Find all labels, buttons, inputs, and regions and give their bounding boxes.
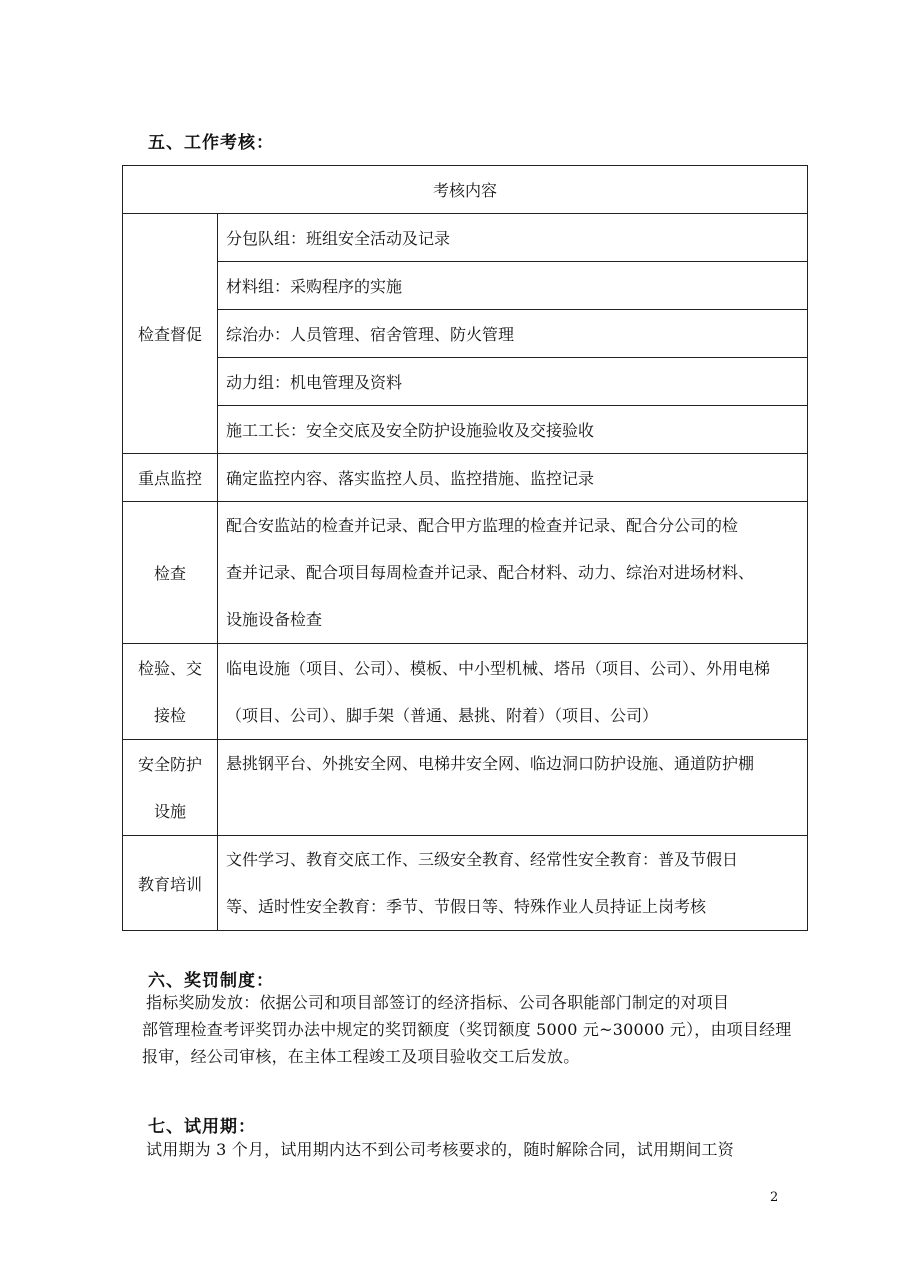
training-content (218, 836, 808, 931)
protection-line: 悬挑钢平台、外挑安全网、电梯井安全网、临边洞口防护设施、通道防护棚 (226, 754, 755, 773)
acceptance-line: （项目、公司）、脚手架（普通、悬挑、附着）（项目、公司） (226, 705, 659, 725)
acceptance-line: 临电设施（项目、公司）、模板、中小型机械、塔吊（项目、公司）、外用电梯 (226, 658, 771, 678)
section-6-heading: 六、奖罚制度： (148, 971, 274, 991)
table-row (123, 502, 808, 644)
paragraph-line: 试用期为 3 个月，试用期内达不到公司考核要求的，随时解除合同，试用期间工资 (146, 1140, 734, 1159)
table-row (123, 214, 808, 262)
check-content (218, 502, 808, 644)
table-row (123, 644, 808, 740)
table-row (123, 406, 808, 454)
protection-content (218, 740, 808, 836)
category-check: 检查 (123, 502, 218, 644)
table-row (123, 262, 808, 310)
check-line: 查并记录、配合项目每周检查并记录、配合材料、动力、综治对进场材料、 (226, 563, 755, 582)
training-line: 等、适时性安全教育：季节、节假日等、特殊作业人员持证上岗考核 (226, 897, 707, 916)
acceptance-content (218, 644, 808, 740)
category-protection (123, 740, 218, 836)
paragraph-line: 报审，经公司审核，在主体工程竣工及项目验收交工后发放。 (142, 1047, 580, 1066)
paragraph-line: 部管理检查考评奖罚办法中规定的奖罚额度（奖罚额度 5000 元~30000 元），由项目经理 (142, 1020, 792, 1039)
table-row (123, 740, 808, 836)
inspect-item: 动力组：机电管理及资料 (218, 358, 808, 406)
category-monitor: 重点监控 (123, 454, 218, 502)
section-7-heading: 七、试用期： (148, 1117, 256, 1137)
category-acceptance-line: 接检 (153, 705, 186, 725)
table-row (123, 310, 808, 358)
category-acceptance-line: 检验、交 (137, 658, 202, 678)
table-row (123, 358, 808, 406)
monitor-content: 确定监控内容、落实监控人员、监控措施、监控记录 (218, 454, 808, 502)
category-protection-line: 设施 (153, 801, 186, 821)
assessment-table (122, 165, 808, 931)
inspect-item: 施工工长：安全交底及安全防护设施验收及交接验收 (218, 406, 808, 454)
inspect-item: 综治办：人员管理、宿舍管理、防火管理 (218, 310, 808, 358)
paragraph-line: 指标奖励发放：依据公司和项目部签订的经济指标、公司各职能部门制定的对项目 (146, 993, 730, 1012)
table-row (123, 454, 808, 502)
category-inspect: 检查督促 (123, 214, 218, 454)
inspect-item: 材料组：采购程序的实施 (218, 262, 808, 310)
category-training: 教育培训 (123, 836, 218, 931)
category-acceptance (123, 644, 218, 740)
inspect-item: 分包队组：班组安全活动及记录 (218, 214, 808, 262)
page-number: 2 (770, 1190, 779, 1205)
section-7-paragraph (146, 1136, 798, 1163)
training-line: 文件学习、教育交底工作、三级安全教育、经常性安全教育：普及节假日 (226, 850, 739, 869)
category-protection-line: 安全防护 (137, 754, 202, 774)
table-header-row (123, 166, 808, 214)
table-header: 考核内容 (123, 166, 808, 214)
check-line: 配合安监站的检查并记录、配合甲方监理的检查并记录、配合分公司的检 (226, 516, 739, 535)
section-5-heading: 五、工作考核： (148, 133, 274, 153)
section-6-paragraph (142, 989, 798, 1070)
check-line: 设施设备检查 (226, 610, 323, 629)
table-row (123, 836, 808, 931)
